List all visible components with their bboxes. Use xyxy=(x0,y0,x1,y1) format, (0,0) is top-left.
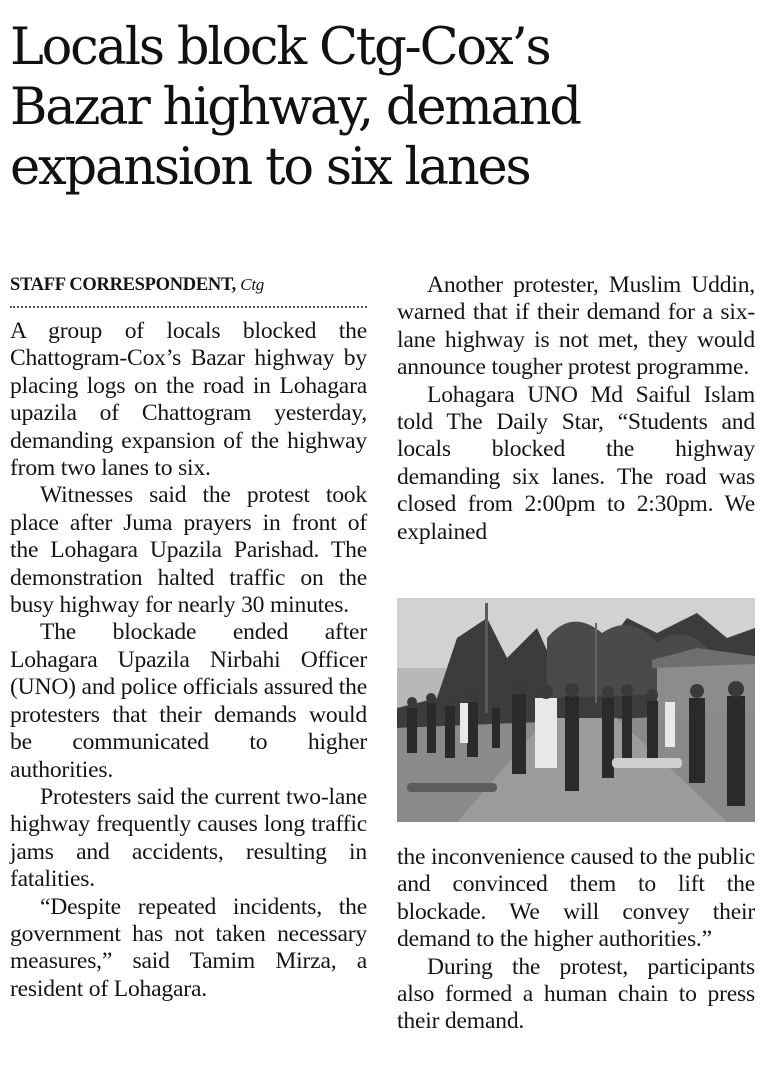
body-paragraph: Lohagara UNO Md Saiful Islam told The Daily Star, “Students and locals blocked the highway demanding six lanes. The road was closed from 2:00pm to 2:30pm. We explained xyxy=(397,381,755,545)
body-paragraph: During the protest, participants also formed a human chain to press their demand. xyxy=(397,953,755,1035)
body-paragraph: The blockade ended after Lohagara Upazila Nirbahi Officer (UNO) and police officials assured the protesters that their demands would be communicated to higher authorities. xyxy=(10,619,367,783)
protest-photo xyxy=(397,598,755,822)
byline-place: Ctg xyxy=(240,275,264,294)
body-paragraph: Protesters said the current two-lane highway frequently causes long traffic jams and accidents, resulting in fatalities. xyxy=(10,783,367,893)
body-paragraph: Another protester, Muslim Uddin, warned that if their demand for a six-lane highway is not met, they would announce tougher protest programme. xyxy=(397,272,755,381)
headline-line-3: expansion to six lanes xyxy=(10,138,530,197)
body-paragraph: Witnesses said the protest took place after Juma prayers in front of the Lohagara Upazila Parishad. The demonstration halted traffic on the busy highway for nearly 30 minutes. xyxy=(10,482,367,619)
byline-author: STAFF CORRESPONDENT, xyxy=(10,275,236,295)
left-column xyxy=(10,272,367,1003)
body-paragraph: “Despite repeated incidents, the government has not taken necessary measures,” said Tamim Mirza, a resident of Lohagara. xyxy=(10,893,367,1002)
headline xyxy=(10,18,760,198)
photo-illustration xyxy=(397,598,755,822)
right-column-bottom xyxy=(397,844,755,1036)
headline-line-1: Locals block Ctg-Cox’s xyxy=(10,18,550,77)
body-paragraph: A group of locals blocked the Chattogram-Cox’s Bazar highway by placing logs on the road in Lohagara upazila of Chattogram yesterday, demanding expansion of the highway from two lanes to six. xyxy=(10,318,367,482)
body-paragraph: the inconvenience caused to the public and convinced them to lift the blockade. We will convey their demand to the higher authorities.” xyxy=(397,844,755,953)
right-column-top xyxy=(397,272,755,546)
byline xyxy=(10,272,367,308)
headline-line-2: Bazar highway, demand xyxy=(10,78,580,137)
